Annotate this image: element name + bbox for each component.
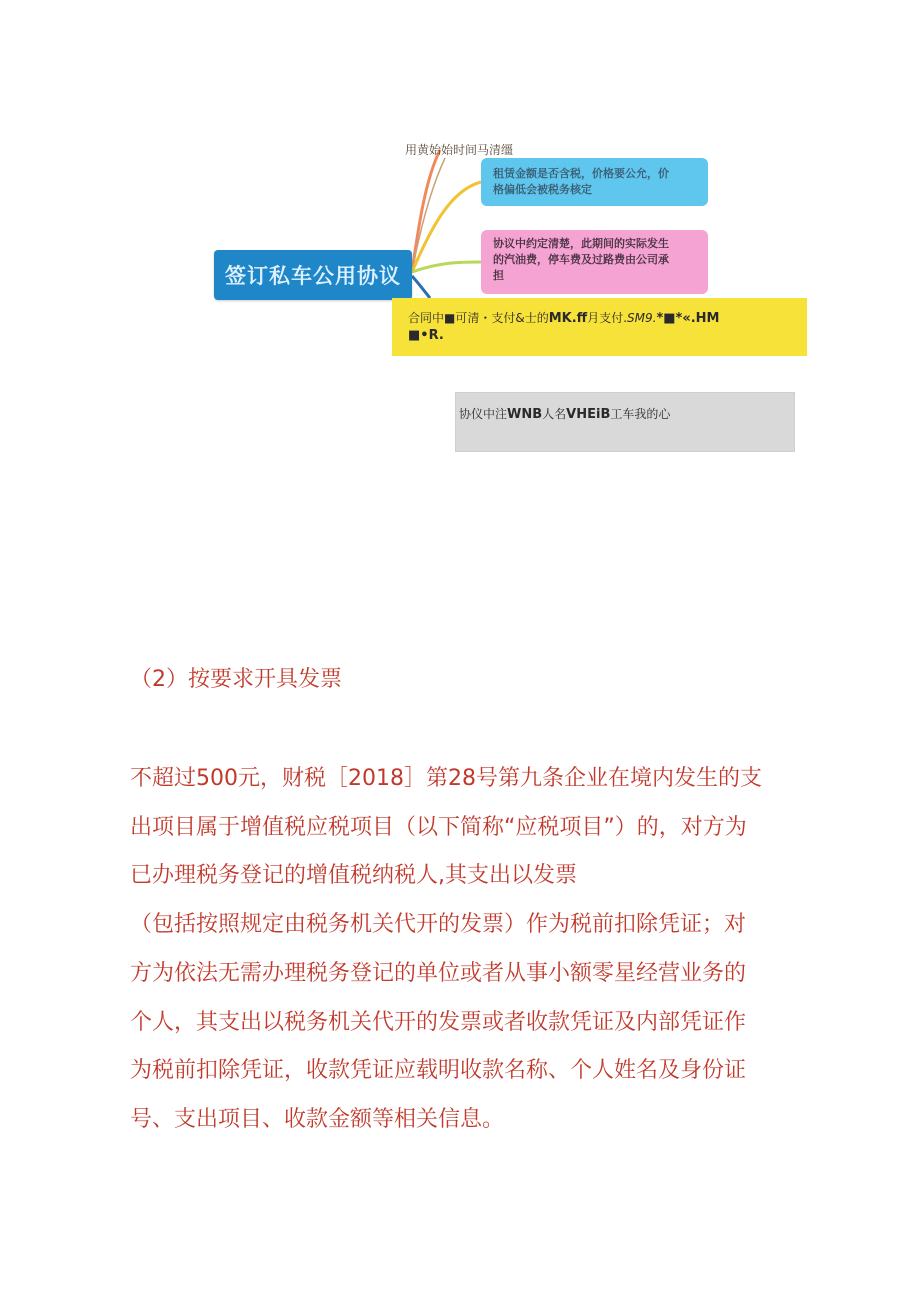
yellow-text-d: SM9. (627, 311, 657, 325)
body-paragraph (130, 755, 810, 1145)
branch-pink-line-1: 协议中约定清楚，此期间的实际发生 (493, 237, 669, 250)
connector-yellow-box (412, 276, 430, 298)
gray-text-a: 协仪中注 (459, 407, 508, 421)
paragraph-line: 个人，其支出以税务机关代开的发票或者收款凭证及内部凭证作 (130, 1009, 747, 1035)
paragraph-line: 不超过500元，财税［2018］第28号第九条企业在境内发生的支 (130, 766, 762, 791)
paragraph-line: （包括按照规定由税务机关代开的发票）作为税前扣除凭证；对 (130, 912, 747, 938)
gray-text-d: VHEiB (566, 407, 611, 422)
branch-box-blue (481, 158, 708, 206)
yellow-text-e: *■*«.HM (656, 311, 720, 326)
branch-box-yellow (392, 298, 807, 356)
branch-box-pink (481, 230, 708, 294)
mind-map-root-node (214, 250, 412, 300)
gray-text-e: 工车我的心 (610, 407, 671, 421)
gray-text-b: WNB (507, 407, 543, 422)
branch-yellow-line-2 (408, 327, 795, 344)
paragraph-line: 为税前扣除凭证，收款凭证应载明收款名称、个人姓名及身份证 (130, 1058, 747, 1084)
connector-pink-box (412, 262, 481, 272)
yellow-text-b: MK.ff (548, 311, 588, 326)
paragraph-line: 方为依法无需办理税务登记的单位或者从事小额零星经营业务的 (130, 960, 747, 986)
branch-pink-line-3: 担 (493, 269, 504, 282)
yellow-text-a: 合同中■可清・支付&士的 (408, 311, 549, 325)
gray-text-c: 人名 (542, 407, 567, 421)
branch-blue-line-1: 租赁金额是否含税，价格要公允，价 (493, 167, 669, 180)
section-heading: （2）按要求开具发票 (130, 667, 342, 692)
mind-map-top-label: 用黄始始时间马清缰 (405, 143, 514, 157)
paragraph-line: 出项目属于增值税应税项目（以下简称“应税项目”）的，对方为 (130, 814, 747, 840)
paragraph-line: 已办理税务登记的增值税纳税人,其支出以发票 (130, 863, 577, 889)
yellow-text-f: ■•R. (408, 328, 444, 343)
paragraph-line: 号、支出项目、收款金额等相关信息。 (130, 1106, 505, 1132)
branch-box-gray (455, 392, 795, 452)
branch-pink-line-2: 的汽油费，停车费及过路费由公司承 (493, 253, 669, 266)
mind-map (0, 0, 920, 470)
root-node-label: 签订私车公用协议 (225, 264, 401, 288)
branch-blue-line-2: 格偏低会被税务核定 (493, 183, 592, 196)
branch-yellow-line-1 (408, 310, 795, 327)
yellow-text-c: 月支付. (587, 311, 628, 325)
